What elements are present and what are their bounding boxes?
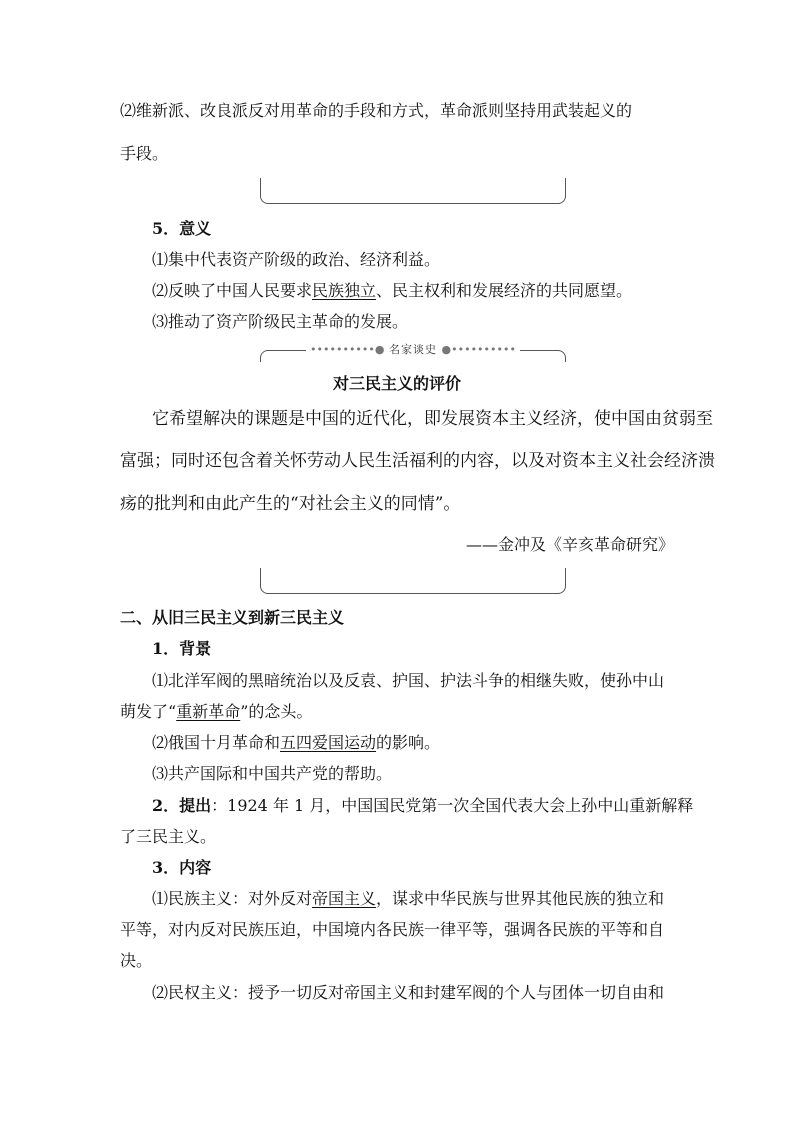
proposal-heading: 2．提出	[152, 796, 212, 815]
quote-tag-label: 名家谈史	[389, 343, 437, 356]
background-1a: ⑴北洋军阀的黑暗统治以及反袁、护国、护法斗争的相继失败，使孙中山	[152, 671, 665, 690]
dots: ••••••••••●	[310, 343, 385, 356]
bracket-divider	[260, 568, 566, 594]
background-2	[152, 732, 440, 754]
quote-line-3: 疡的批判和由此产生的“对社会主义的同情”。	[120, 494, 461, 514]
dots: ●••••••••••	[441, 343, 516, 356]
significance-1: ⑴集中代表资产阶级的政治、经济利益。	[152, 250, 441, 269]
quote-line-2: 富强；同时还包含着关怀劳动人民生活福利的内容，以及对资本主义社会经济溃	[120, 451, 715, 471]
content-2: ⑵民权主义：授予一切反对帝国主义和封建军阀的个人与团体一切自由和	[152, 983, 665, 1002]
content-1b: 平等，对内反对民族压迫，中国境内各民族一律平等，强调各民族的平等和自	[120, 920, 665, 939]
proposal-line-1	[152, 795, 693, 817]
quote-tag	[260, 343, 566, 357]
quote-line-1: 它希望解决的课题是中国的近代化，即发展资本主义经济，使中国由贫弱至	[152, 409, 713, 429]
heading-content: 3．内容	[152, 858, 212, 877]
significance-2	[152, 280, 632, 302]
line-1: ⑵维新派、改良派反对用革命的手段和方式，革命派则坚持用武装起义的	[120, 101, 633, 120]
underlined-term: 重新革命	[176, 702, 241, 721]
proposal-line-2: 了三民主义。	[120, 827, 217, 846]
text: ”的念头。	[240, 702, 313, 721]
text: ，谋求中华民族与世界其他民族的独立和	[376, 889, 665, 908]
text: 的影响。	[376, 733, 441, 752]
line-2: 手段。	[120, 144, 169, 163]
section-2-heading: 二、从旧三民主义到新三民主义	[120, 608, 345, 627]
content-1c: 决。	[120, 951, 153, 970]
quote-title: 对三民主义的评价	[332, 374, 461, 393]
bracket-divider	[260, 178, 566, 204]
background-1b	[120, 701, 312, 723]
text: 萌发了“	[120, 702, 177, 721]
text: ⑵反映了中国人民要求	[152, 281, 313, 300]
text: ⑴民族主义：对外反对	[152, 889, 313, 908]
underlined-term: 民族独立	[312, 281, 377, 300]
quote-source: ——金冲及《辛亥革命研究》	[465, 535, 674, 554]
heading-background: 1．背景	[152, 639, 212, 658]
underlined-term: 帝国主义	[312, 889, 377, 908]
significance-3: ⑶推动了资产阶级民主革命的发展。	[152, 312, 409, 331]
text: ：1924 年 1 月，中国国民党第一次全国代表大会上孙中山重新解释	[211, 796, 694, 815]
text: 、民主权利和发展经济的共同愿望。	[376, 281, 633, 300]
background-3: ⑶共产国际和中国共产党的帮助。	[152, 764, 393, 783]
underlined-term: 五四爱国运动	[280, 733, 377, 752]
content-1a	[152, 888, 664, 910]
heading-significance: 5．意义	[152, 219, 212, 238]
text: ⑵俄国十月革命和	[152, 733, 281, 752]
